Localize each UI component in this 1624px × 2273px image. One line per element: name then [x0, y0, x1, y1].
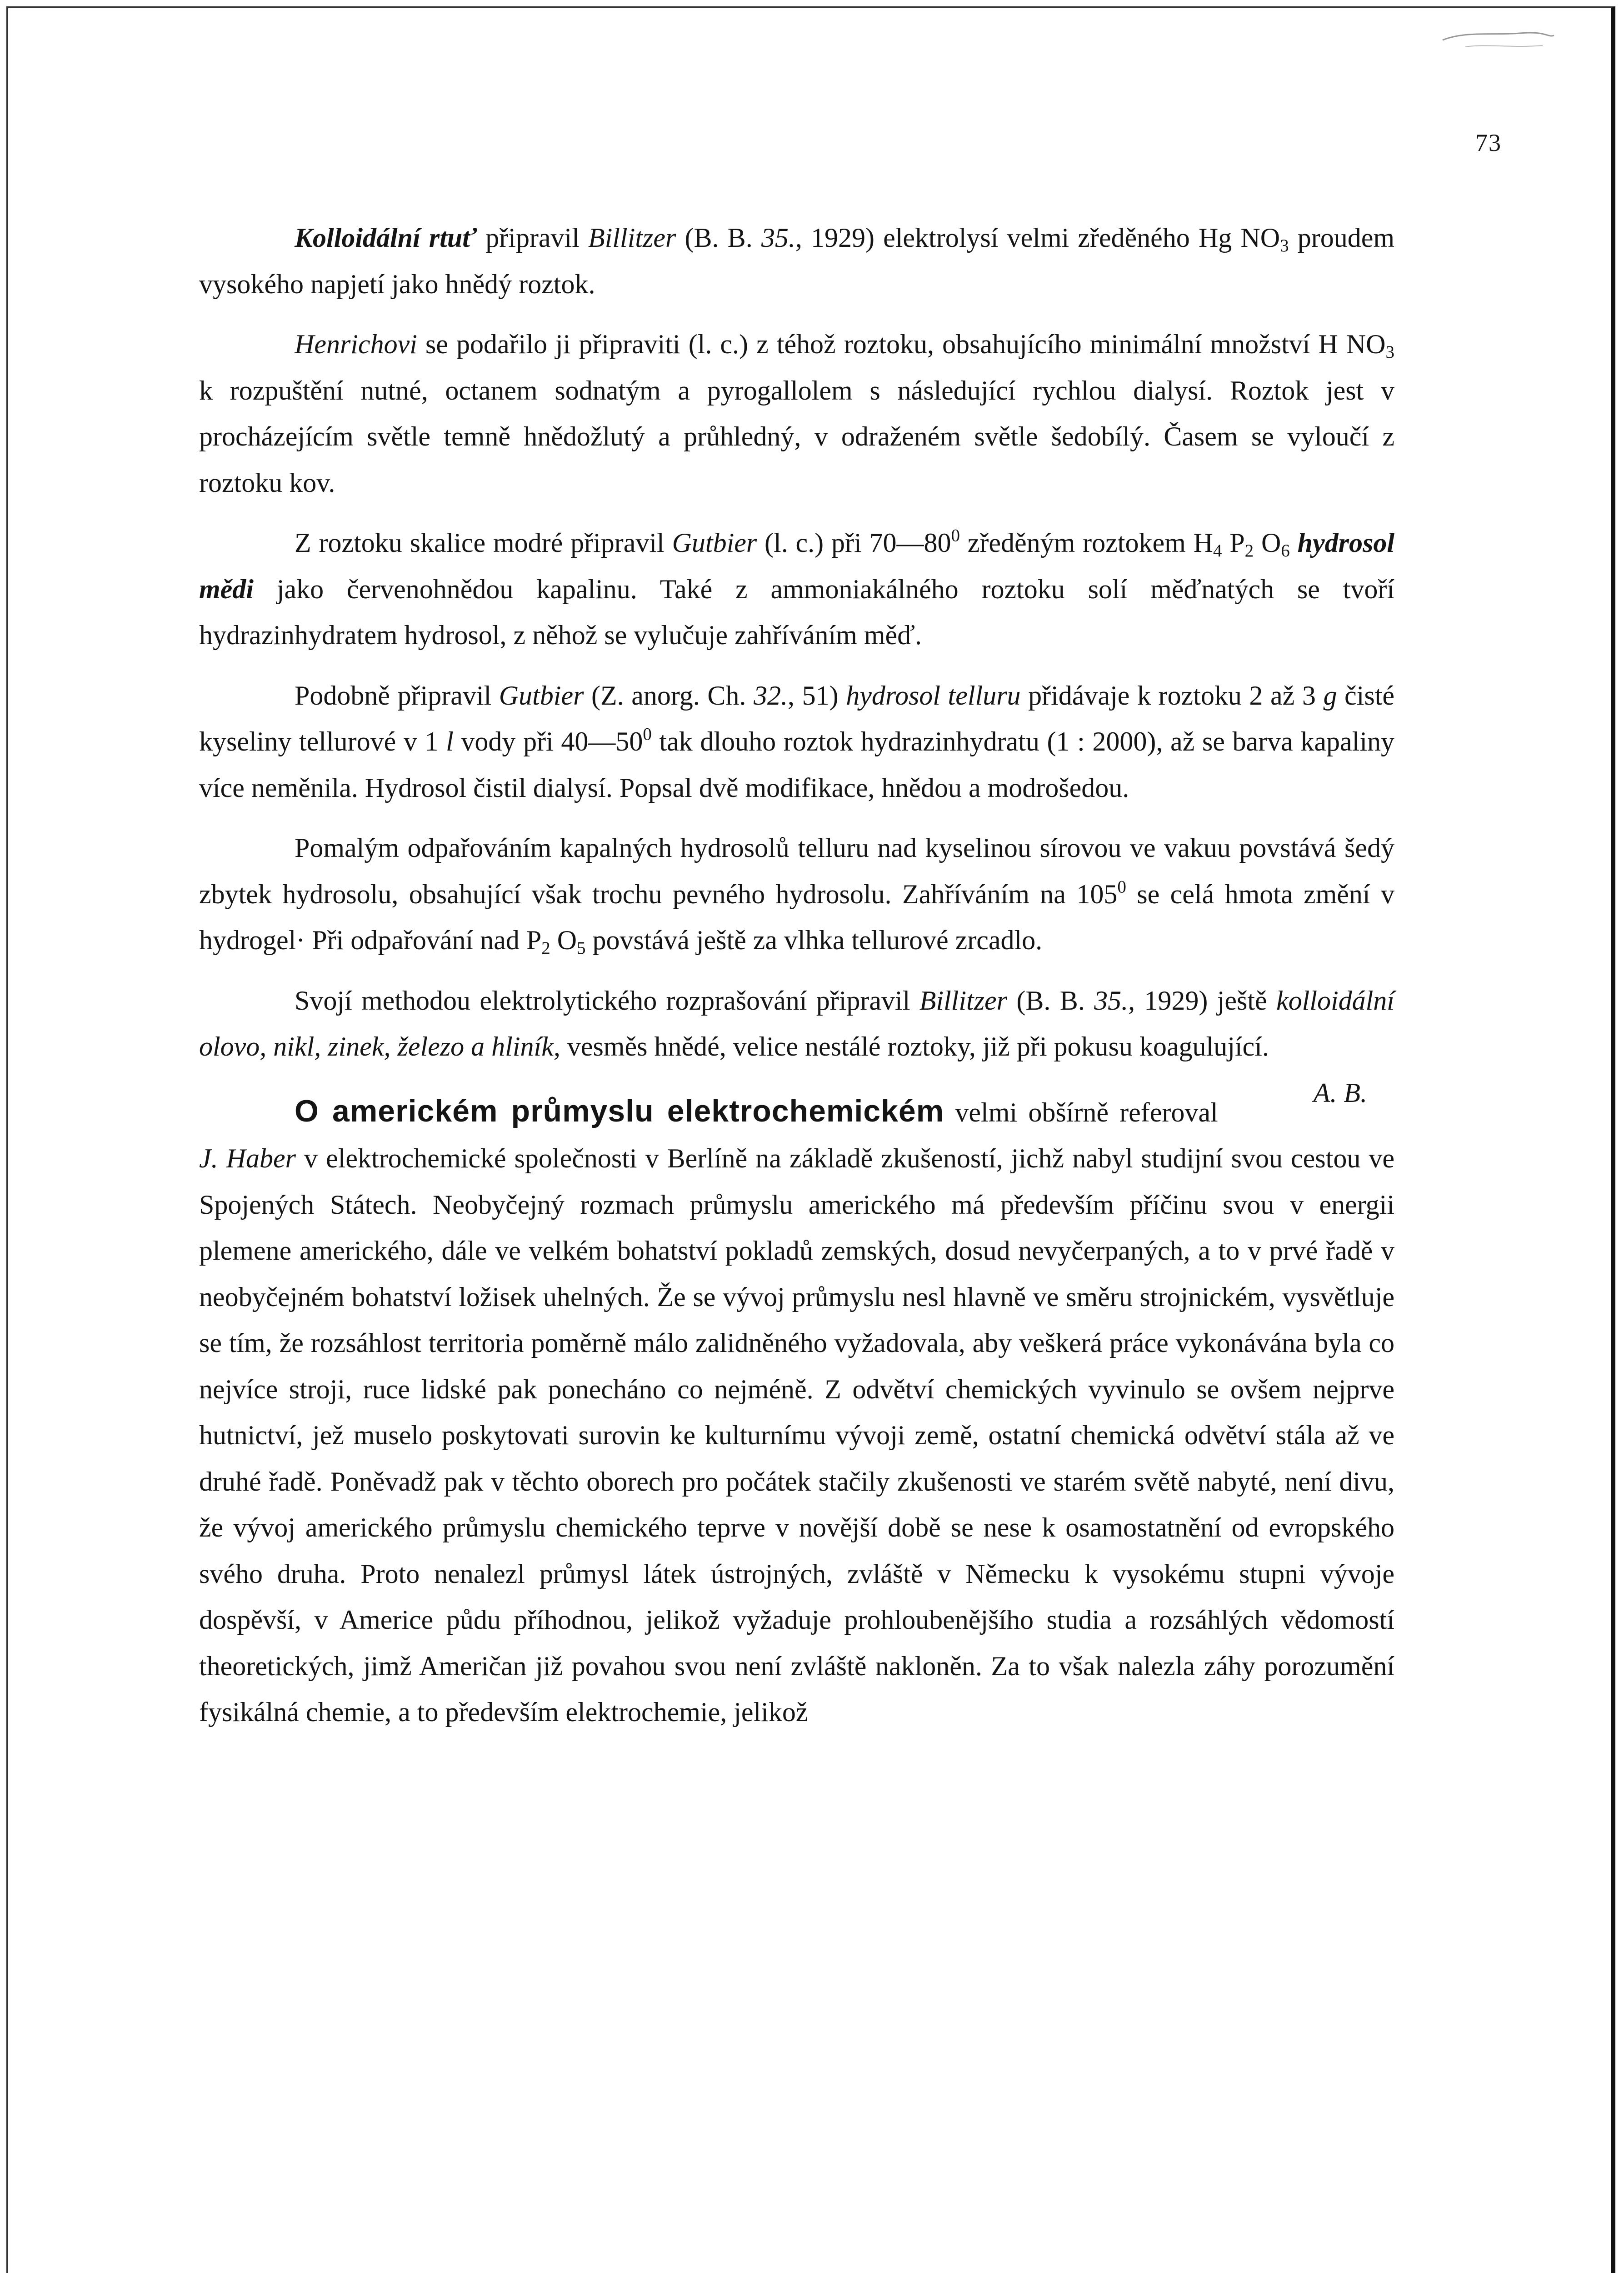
- term-colloidal-metals: kolloidální olovo, nikl, zinek, železo a hliník,: [199, 985, 1394, 1061]
- text-run: čisté kyseliny tellurové v 1: [199, 680, 1394, 756]
- page-number: 73: [1475, 129, 1502, 156]
- paragraph-copper-hydrosol: [199, 520, 1394, 659]
- author-billitzer: Billitzer: [588, 223, 676, 253]
- paragraph-colloidal-mercury: [199, 215, 1394, 307]
- paragraph-electrolytic-dispersion: [199, 978, 1394, 1108]
- text-run: , 51): [788, 680, 846, 711]
- text-run: zředěným roztokem H: [959, 528, 1213, 558]
- text-run: velmi obšírně referoval: [944, 1097, 1218, 1127]
- volume-number: 35.: [1094, 985, 1129, 1016]
- text-run: [1290, 528, 1298, 558]
- text-run: O: [1254, 528, 1281, 558]
- section-heading: O americkém průmyslu elektrochemickém: [295, 1093, 944, 1128]
- text-run: vody při 40—50: [453, 726, 643, 756]
- volume-number: 35.: [761, 223, 795, 253]
- text-run: tak dlouho roztok hydrazinhydratu (1 : 2000), až se barva kapaliny více neměnila. Hydrosol čistil dialysí. Popsal dvě modifikace, hnědou a modrošedou.: [199, 726, 1395, 803]
- paragraph-american-industry: [199, 1088, 1394, 1736]
- author-billitzer: Billitzer: [919, 985, 1008, 1016]
- text-run: povstává ještě za vlhka tellurové zrcadlo.: [585, 925, 1043, 955]
- author-henrich: Henrichovi: [295, 329, 417, 359]
- text-run: v elektrochemické společnosti v Berlíně na základě zkušeností, jichž nabyl studijní svou cestou ve Spojených Státech. Neobyčejný rozmach průmyslu amerického má především příčinu svou v energii plemene amerického, dále ve velkém bohatství pokladů zemských, dosud nevyčerpaných, a to v prvé řadě v neobyčejném bohatství ložisek uhelných. Že se vývoj průmyslu nesl hlavně ve směru strojnickém, vysvětluje se tím, že rozsáhlost territoria poměrně málo zalidněného vyžadovala, aby veškerá práce vykonávána byla co nejvíce stroji, ruce lidské pak ponecháno co nejméně. Z odvětví chemických vyvinulo se ovšem nejprve hutnictví, jež muselo poskytovati surovin ke kulturnímu vývoji země, ostatní chemická odvětví stála až ve druhé řadě. Poněvadž pak v těchto oborech pro počátek stačily zkušenosti ve starém světě nabyté, není divu, že vývoj amerického průmyslu chemického teprve v novější době se nese k osamostatnění od evropského svého druha. Proto nenalezl průmysl látek ústrojných, zvláště v Německu k vysokému stupni vývoje dospěvší, v Americe půdu příhodnou, jelikož vyžaduje prohloubenějšího studia a rozsáhlých vědomostí theoretických, jimž Američan již povahou svou není zvláště nakloněn. Za to však nalezla záhy porozumění fysikálná chemie, a to především elektrochemie, jelikož: [199, 1143, 1394, 1727]
- text-run: P: [1222, 528, 1245, 558]
- scan-mark-icon: [1438, 22, 1556, 58]
- text-run: přidávaje k roztoku 2 až 3: [1020, 680, 1324, 711]
- text-run: (B. B.: [1007, 985, 1094, 1016]
- text-run: proudem vysokého napjetí jako hnědý roztok.: [199, 223, 1394, 299]
- text-run: O: [550, 925, 577, 955]
- subscript: 5: [577, 938, 586, 958]
- author-gutbier: Gutbier: [672, 528, 757, 558]
- text-run: připravil: [477, 223, 589, 253]
- signature: A. B.: [1313, 1077, 1367, 1108]
- subscript: 6: [1281, 541, 1290, 561]
- text-run: se celá hmota změní v hydrogel· Při odpařování nad P: [199, 879, 1395, 955]
- text-run: Z roztoku skalice modré připravil: [295, 528, 672, 558]
- term-tellurium-hydrosol: hydrosol telluru: [846, 680, 1021, 711]
- superscript: 0: [643, 724, 652, 744]
- subscript: 2: [1244, 541, 1254, 561]
- text-run: k rozpuštění nutné, octanem sodnatým a pyrogallolem s následující rychlou dialysí. Roztok jest v procházejícím světle temně hnědožlutý a průhledný, v odraženém světle šedobílý. Časem se vyloučí z roztoku kov.: [199, 375, 1394, 498]
- author-haber: J. Haber: [199, 1143, 296, 1173]
- text-run: Podobně připravil: [295, 680, 499, 711]
- text-run: jako červenohnědou kapalinu. Také z ammoniakálného roztoku solí měďnatých se tvoří hydrazinhydratem hydrosol, z něhož se vylučuje zahříváním měď.: [199, 574, 1394, 650]
- text-run: Svojí methodou elektrolytického rozprašování připravil: [295, 985, 919, 1016]
- text-run: , 1929) elektrolysí velmi zředěného Hg NO: [795, 223, 1280, 253]
- text-run: se podařilo ji připraviti (l. c.) z téhož roztoku, obsahujícího minimální množství H NO: [417, 329, 1386, 359]
- term-copper-hydrosol: hydrosol mědi: [199, 528, 1394, 604]
- subscript: 2: [541, 938, 550, 958]
- paragraph-henrich: [199, 321, 1394, 506]
- text-run: (B. B.: [676, 223, 761, 253]
- text-run: (Z. anorg. Ch.: [584, 680, 754, 711]
- unit: l: [446, 726, 454, 756]
- paragraph-evaporation: [199, 825, 1394, 964]
- term-colloidal-mercury: Kolloidální rtuť: [295, 223, 477, 253]
- text-run: , 1929) ještě: [1128, 985, 1276, 1016]
- unit: g: [1323, 680, 1337, 711]
- superscript: 0: [951, 526, 960, 546]
- body-text: [199, 215, 1394, 1750]
- subscript: 3: [1280, 235, 1289, 255]
- subscript: 3: [1385, 342, 1394, 362]
- text-run: vesměs hnědé, velice nestálé roztoky, již při pokusu koagulující.: [560, 1031, 1269, 1061]
- page: [6, 6, 1615, 2273]
- subscript: 4: [1213, 541, 1222, 561]
- text-run: (l. c.) při 70—80: [757, 528, 951, 558]
- author-gutbier: Gutbier: [499, 680, 584, 711]
- text-run: Pomalým odpařováním kapalných hydrosolů telluru nad kyselinou sírovou ve vakuu povstává šedý zbytek hydrosolu, obsahující však trochu pevného hydrosolu. Zahříváním na 105: [199, 833, 1394, 909]
- paragraph-tellurium-hydrosol: [199, 673, 1394, 811]
- volume-number: 32.: [754, 680, 788, 711]
- superscript: 0: [1117, 877, 1126, 897]
